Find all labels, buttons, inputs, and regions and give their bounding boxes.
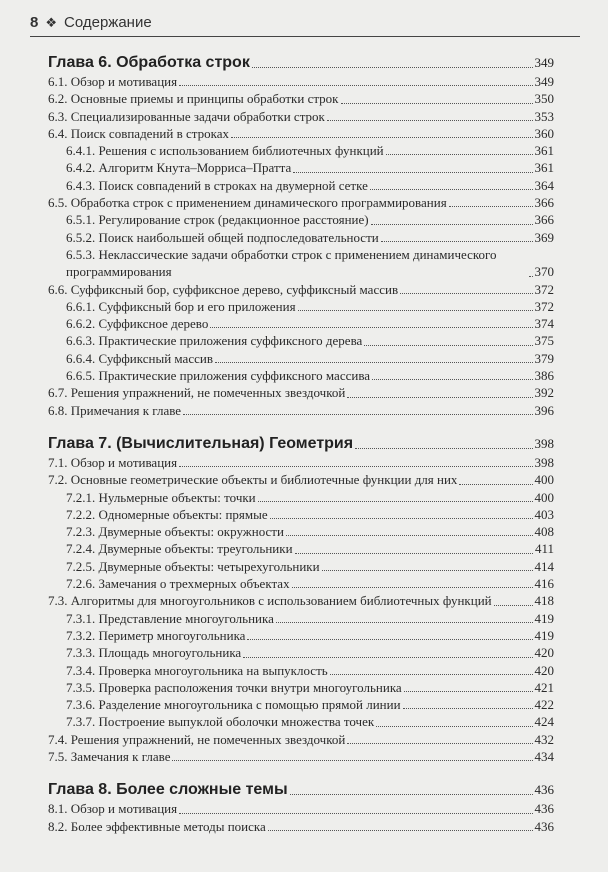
dot-leader: [372, 379, 532, 380]
entry-title: 6.6.2. Суффиксное дерево: [66, 316, 209, 332]
subsection-entry: [48, 332, 554, 349]
entry-page-number: 421: [534, 679, 554, 695]
dot-leader: [381, 241, 533, 242]
section-entry: [48, 800, 554, 817]
entry-title: 6.5.1. Регулирование строк (редакционное расстояние): [66, 212, 369, 228]
section-entry: [48, 471, 554, 488]
entry-page-number: 372: [534, 298, 554, 314]
dot-leader: [247, 639, 532, 640]
dot-leader: [400, 293, 532, 294]
section-entry: [48, 125, 554, 142]
entry-page-number: 420: [534, 662, 554, 678]
entry-page-number: 436: [534, 801, 554, 817]
running-header: [30, 14, 580, 31]
entry-page-number: 420: [534, 645, 554, 661]
entry-page-number: 408: [534, 524, 554, 540]
entry-title: 6.4.1. Решения с использованием библиотечных функций: [66, 143, 384, 159]
header-rule: [30, 36, 580, 37]
entry-title: 6.5. Обработка строк с применением динамического программирования: [48, 195, 447, 211]
subsection-entry: [48, 610, 554, 627]
subsection-entry: [48, 558, 554, 575]
subsection-entry: [48, 713, 554, 730]
entry-title: 6.5.2. Поиск наибольшей общей подпоследовательности: [66, 229, 379, 245]
entry-title: 6.8. Примечания к главе: [48, 402, 182, 418]
entry-page-number: 350: [534, 91, 554, 107]
entry-page-number: 400: [534, 472, 554, 488]
section-entry: [48, 592, 554, 609]
section-title: Содержание: [64, 14, 152, 31]
section-entry: [48, 194, 554, 211]
section-entry: [48, 731, 554, 748]
dot-leader: [252, 67, 533, 68]
entry-page-number: 369: [534, 229, 554, 245]
section-entry: [48, 384, 554, 401]
entry-page-number: 434: [534, 748, 554, 764]
dot-leader: [215, 362, 533, 363]
dot-leader: [404, 691, 533, 692]
entry-title: 7.3. Алгоритмы для многоугольников с использованием библиотечных функций: [48, 593, 492, 609]
entry-title: 7.3.5. Проверка расположения точки внутри многоугольника: [66, 679, 402, 695]
dot-leader: [210, 327, 532, 328]
dot-leader: [529, 276, 533, 277]
subsection-entry: [48, 627, 554, 644]
dot-leader: [183, 414, 532, 415]
entry-title: 7.3.2. Периметр многоугольника: [66, 627, 246, 643]
entry-title: 8.1. Обзор и мотивация: [48, 801, 178, 817]
dot-leader: [355, 448, 532, 449]
entry-page-number: 424: [534, 714, 554, 730]
page-number: 8: [30, 14, 39, 31]
dot-leader: [386, 154, 533, 155]
entry-page-number: 360: [534, 125, 554, 141]
entry-title: 6.1. Обзор и мотивация: [48, 74, 178, 89]
section-entry: [48, 454, 554, 471]
dot-leader: [341, 103, 533, 104]
subsection-entry: [48, 696, 554, 713]
entry-title: 7.2.6. Замечания о трехмерных объектах: [66, 576, 290, 592]
dot-leader: [243, 657, 532, 658]
entry-title: 7.2.2. Одномерные объекты: прямые: [66, 506, 268, 522]
dot-leader: [293, 172, 532, 173]
entry-page-number: 379: [534, 350, 554, 366]
entry-page-number: 416: [534, 576, 554, 592]
entry-page-number: 411: [534, 541, 554, 557]
entry-title: 7.2.1. Нульмерные объекты: точки: [66, 489, 256, 505]
entry-title: Глава 7. (Вычислительная) Геометрия: [48, 434, 354, 452]
entry-title: 7.2. Основные геометрические объекты и библиотечные функции для них: [48, 472, 458, 488]
subsection-entry: [48, 575, 554, 592]
entry-page-number: 436: [534, 782, 554, 798]
entry-page-number: 414: [534, 558, 554, 574]
dot-leader: [276, 622, 533, 623]
entry-title: 6.2. Основные приемы и принципы обработки строк: [48, 91, 339, 107]
dot-leader: [295, 553, 533, 554]
entry-title: 7.2.4. Двумерные объекты: треугольники: [66, 541, 293, 557]
dot-leader: [258, 501, 533, 502]
dot-leader: [179, 813, 532, 814]
dot-leader: [376, 726, 532, 727]
dot-leader: [298, 310, 533, 311]
entry-page-number: 403: [534, 506, 554, 522]
entry-title: 6.6.1. Суффиксный бор и его приложения: [66, 298, 296, 314]
dot-leader: [327, 120, 533, 121]
entry-page-number: 419: [534, 627, 554, 643]
entry-page-number: 364: [534, 177, 554, 193]
entry-page-number: 370: [534, 264, 554, 280]
section-entry: [48, 90, 554, 107]
entry-title: Глава 8. Более сложные темы: [48, 781, 288, 799]
subsection-entry: [48, 246, 554, 281]
subsection-entry: [48, 644, 554, 661]
entry-title: 6.6.4. Суффиксный массив: [66, 350, 213, 366]
dot-leader: [449, 206, 533, 207]
subsection-entry: [48, 489, 554, 506]
entry-page-number: 372: [534, 281, 554, 297]
subsection-entry: [48, 506, 554, 523]
dot-leader: [322, 570, 533, 571]
ornament-icon: ❖: [45, 14, 57, 30]
entry-title: 6.4.3. Поиск совпадений в строках на двумерной сетке: [66, 177, 368, 193]
entry-title: 6.6.5. Практические приложения суффиксного массива: [66, 368, 371, 384]
subsection-entry: [48, 679, 554, 696]
entry-page-number: 436: [534, 818, 554, 834]
entry-title: Глава 6. Обработка строк: [48, 54, 250, 71]
table-of-contents: [48, 52, 554, 835]
entry-page-number: 386: [534, 368, 554, 384]
section-entry: [48, 818, 554, 835]
subsection-entry: [48, 315, 554, 332]
dot-leader: [330, 674, 533, 675]
entry-page-number: 398: [534, 435, 554, 451]
dot-leader: [179, 466, 532, 467]
entry-title: 7.1. Обзор и мотивация: [48, 454, 178, 470]
chapter-entry: [48, 779, 554, 800]
dot-leader: [494, 605, 533, 606]
dot-leader: [347, 743, 532, 744]
entry-title: 7.4. Решения упражнений, не помеченных звездочкой: [48, 731, 346, 747]
entry-title: 6.6.3. Практические приложения суффиксного дерева: [66, 333, 363, 349]
entry-title: 7.3.6. Разделение многоугольника с помощью прямой линии: [66, 697, 401, 713]
entry-title: 6.3. Специализированные задачи обработки строк: [48, 108, 325, 124]
dot-leader: [270, 518, 533, 519]
entry-page-number: 349: [534, 74, 554, 89]
dot-leader: [370, 189, 533, 190]
entry-title: 7.2.3. Двумерные объекты: окружности: [66, 524, 284, 540]
entry-title: 7.3.3. Площадь многоугольника: [66, 645, 242, 661]
entry-page-number: 375: [534, 333, 554, 349]
entry-page-number: 432: [534, 731, 554, 747]
subsection-entry: [48, 159, 554, 176]
entry-page-number: 353: [534, 108, 554, 124]
entry-page-number: 400: [534, 489, 554, 505]
section-entry: [48, 281, 554, 298]
entry-page-number: 374: [534, 316, 554, 332]
subsection-entry: [48, 177, 554, 194]
entry-page-number: 396: [534, 402, 554, 418]
entry-page-number: 361: [534, 143, 554, 159]
chapter-entry: [48, 52, 554, 73]
dot-leader: [459, 484, 532, 485]
entry-title: 7.5. Замечания к главе: [48, 748, 171, 764]
dot-leader: [292, 587, 533, 588]
dot-leader: [371, 224, 533, 225]
entry-title: 7.3.4. Проверка многоугольника на выпуклость: [66, 662, 328, 678]
entry-title: 7.3.1. Представление многоугольника: [66, 610, 274, 626]
subsection-entry: [48, 662, 554, 679]
entry-title: 6.4.2. Алгоритм Кнута–Морриса–Пратта: [66, 160, 292, 176]
dot-leader: [231, 137, 533, 138]
entry-page-number: 349: [534, 55, 554, 70]
section-entry: [48, 108, 554, 125]
dot-leader: [268, 830, 533, 831]
dot-leader: [179, 85, 532, 86]
dot-leader: [403, 708, 533, 709]
entry-page-number: 419: [534, 610, 554, 626]
subsection-entry: [48, 211, 554, 228]
subsection-entry: [48, 540, 554, 557]
entry-page-number: 366: [534, 195, 554, 211]
entry-page-number: 398: [534, 454, 554, 470]
entry-title: 7.2.5. Двумерные объекты: четырехугольники: [66, 558, 320, 574]
entry-title: 6.4. Поиск совпадений в строках: [48, 125, 229, 141]
subsection-entry: [48, 350, 554, 367]
dot-leader: [290, 794, 533, 795]
section-entry: [48, 748, 554, 765]
entry-title: 6.7. Решения упражнений, не помеченных звездочкой: [48, 385, 346, 401]
entry-page-number: 361: [534, 160, 554, 176]
subsection-entry: [48, 523, 554, 540]
section-entry: [48, 402, 554, 419]
subsection-entry: [48, 142, 554, 159]
dot-leader: [172, 760, 532, 761]
dot-leader: [347, 397, 532, 398]
entry-title: 6.6. Суффиксный бор, суффиксное дерево, суффиксный массив: [48, 281, 399, 297]
dot-leader: [286, 535, 533, 536]
subsection-entry: [48, 229, 554, 246]
entry-page-number: 366: [534, 212, 554, 228]
entry-title: 8.2. Более эффективные методы поиска: [48, 818, 266, 834]
chapter-entry: [48, 433, 554, 454]
entry-title: 7.3.7. Построение выпуклой оболочки множества точек: [66, 714, 375, 730]
entry-page-number: 422: [534, 697, 554, 713]
dot-leader: [364, 345, 532, 346]
subsection-entry: [48, 367, 554, 384]
subsection-entry: [48, 298, 554, 315]
entry-page-number: 418: [534, 593, 554, 609]
entry-page-number: 392: [534, 385, 554, 401]
section-entry: [48, 73, 554, 90]
entry-title: 6.5.3. Неклассические задачи обработки строк с применением динамического программирования: [66, 246, 497, 280]
